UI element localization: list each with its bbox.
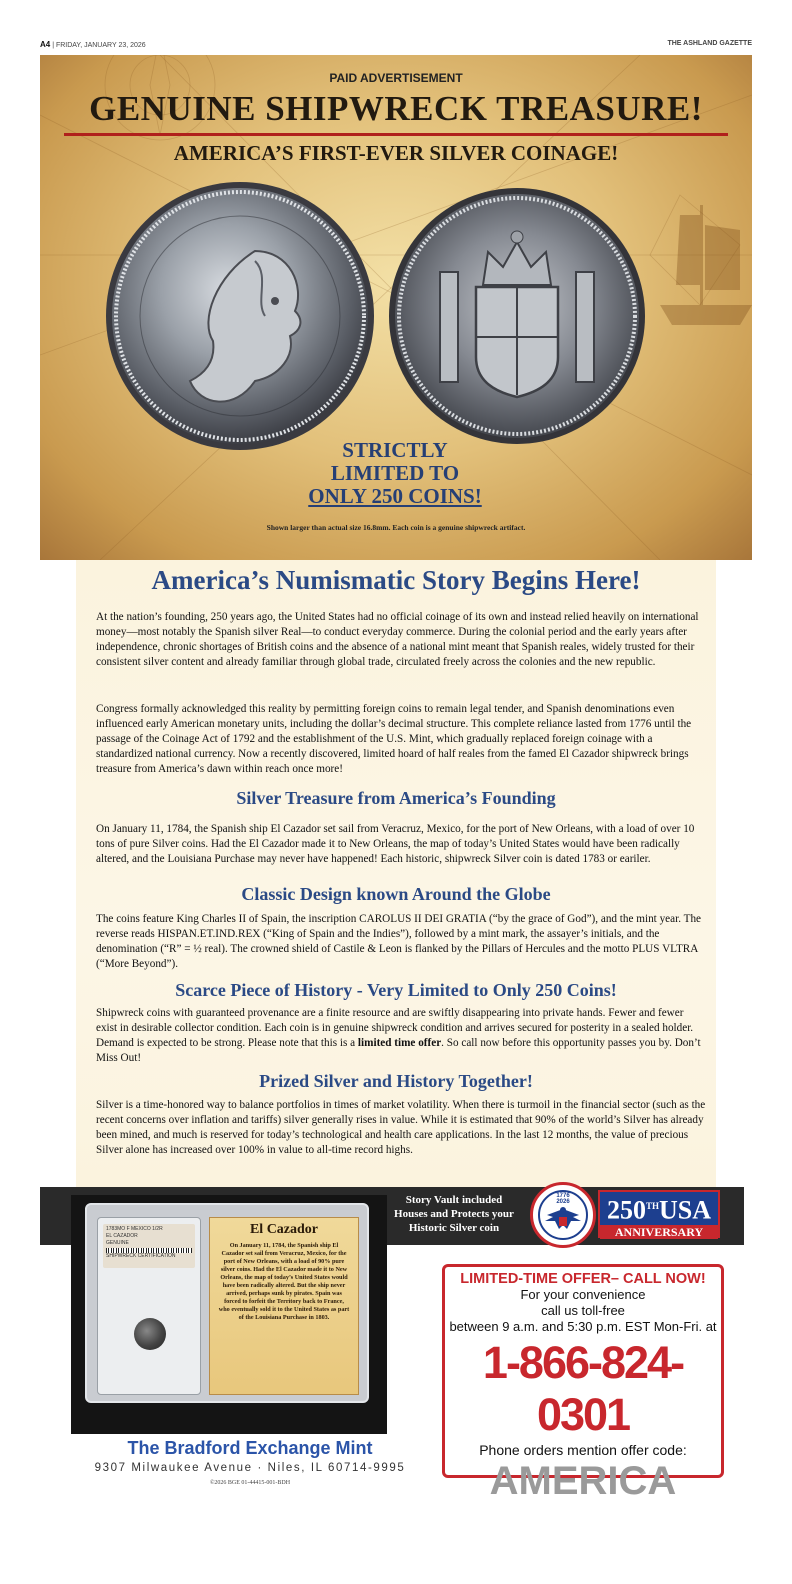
offer-code-instruction: Phone orders mention offer code: — [479, 1442, 687, 1458]
offer-headline: LIMITED-TIME OFFER– CALL NOW! — [460, 1271, 706, 1287]
section-heading-silver-treasure: Silver Treasure from America’s Founding — [236, 788, 556, 808]
mailing-address: 9307 Milwaukee Avenue · Niles, IL 60714-9995 — [94, 1462, 406, 1474]
hero-banner — [40, 55, 752, 560]
page-number: A4 — [40, 40, 51, 49]
seal-year-top: 1776 — [556, 1193, 570, 1199]
story-card-text: On January 11, 1784, the Spanish ship El Cazador set sail from Veracruz, Mexico, for the port of New Orleans, with a load of 90% pure silver coins. Had the El Cazador made it to New Orleans, the map of today’s United States would have been radically altered. But the ship never arrived, perhaps sunk by pirates. Spain was forced to forfeit the Territory back to France, who eventually sold it to the United States as part of the Louisiana Purchase in 1803. — [218, 1242, 350, 1321]
offer-hours: between 9 a.m. and 5:30 p.m. EST Mon-Fri. at — [449, 1319, 717, 1334]
limited-quantity-callout — [280, 439, 510, 508]
story-paragraph-3: On January 11, 1784, the Spanish ship El Cazador set sail from Veracruz, Mexico, for the port of New Orleans, with a load of over 10 tons of pure Silver coins. Had the El Cazador made it to New Orleans, the map of today’s United States would have been radically altered, and the Louisiana Purchase may never have happened! Each historic, shipwreck Silver coin is dated 1783 or eariler. — [96, 823, 695, 865]
coin-caption: Shown larger than actual size 16.8mm. Each coin is a genuine shipwreck artifact. — [266, 523, 526, 532]
page-folio — [40, 40, 752, 52]
anniversary-number: 250 — [606, 1195, 646, 1225]
story-vault-photo — [71, 1195, 387, 1434]
limited-line-3: ONLY 250 COINS! — [308, 484, 482, 508]
limited-line-1: STRICTLY — [342, 438, 448, 462]
offer-line-2: call us toll-free — [541, 1303, 625, 1318]
headline: GENUINE SHIPWRECK TREASURE! — [89, 89, 703, 128]
brand-name: The Bradford Exchange Mint — [127, 1438, 373, 1458]
phone-number[interactable]: 1-866-824-0301 — [482, 1337, 684, 1440]
eagle-icon — [533, 1185, 593, 1245]
headline-rule — [64, 133, 728, 136]
paid-advertisement-label: PAID ADVERTISEMENT — [329, 71, 463, 85]
story-paragraph-6: Silver is a time-honored way to balance portfolios in times of market volatility. When there is turmoil in the financial sector (such as the recent concerns over inflation and tariffs) silver generally rises in value. While it is estimated that 90% of the world’s Silver has already been mined, and much is reserved for today’s technological and health care applications. In the last 12 months, the value of precious Silver alone has increased over 100% in value to all-time record highs. — [96, 1099, 706, 1156]
coin-obverse-image — [105, 181, 375, 451]
story-card — [209, 1217, 359, 1395]
subheadline: AMERICA’S FIRST-EVER SILVER COINAGE! — [173, 141, 619, 165]
call-to-action-box — [442, 1264, 724, 1503]
offer-code: AMERICA — [489, 1459, 677, 1503]
story-vault-description: Story Vault included Houses and Protects your Historic Silver coin — [394, 1194, 514, 1234]
seal-year-bottom: 2026 — [556, 1199, 570, 1205]
story-card-title: El Cazador — [249, 1222, 319, 1237]
slab-label: 1783MO F MEXICO 1/2R EL CAZADOR GENUINE SHIPWRECK CERTIFICATION — [103, 1224, 195, 1268]
story-vault-case — [85, 1203, 369, 1403]
limited-time-offer-emphasis: limited time offer — [357, 1037, 442, 1049]
story-paragraph-1: At the nation’s founding, 250 years ago, the United States had no official coinage of its own and instead relied heavily on international money—most notably the Spanish silver Real—to conduct everyday commerce. During the colonial period and the early years after independence, chronic shortages of British coins and the absence of a national mint meant that Spanish reales, widely trusted for their consistent silver content and already familiar through global trade, circulated freely across the colonies and the new republic. — [96, 611, 699, 668]
coin-reverse-image — [388, 187, 646, 445]
story-section — [76, 560, 716, 1187]
story-title: America’s Numismatic Story Begins Here! — [151, 565, 641, 595]
story-paragraph-2: Congress formally acknowledged this reality by permitting foreign coins to remain legal tender, and Spanish denominations even influenced early American monetary units, including the dollar’s decimal structure. This complete reliance lasted from 1776 until the passage of the Coinage Act of 1792 and the establishment of the U.S. Mint, which gradually replaced foreign coinage with a standardized national currency. Now a recently discovered, limited hoard of half reales from the famed El Cazador shipwreck brings treasure from America’s dawn within reach once more! — [96, 703, 692, 775]
ad-code: ©2026 BGE 01-44415-001-BDH — [209, 1480, 291, 1486]
anniversary-label: ANNIVERSARY — [600, 1225, 718, 1239]
issue-date: | FRIDAY, JANUARY 23, 2026 — [52, 42, 146, 49]
section-heading-prized-silver: Prized Silver and History Together! — [259, 1071, 533, 1091]
section-heading-scarce-piece: Scarce Piece of History - Very Limited to Only 250 Coins! — [175, 980, 617, 1000]
story-paragraph-4: The coins feature King Charles II of Spain, the inscription CAROLUS II DEI GRATIA (“by the grace of God”), and the mint year. The reverse reads HISPAN.ET.IND.REX (“King of Spain and the Indies”), followed by a mint mark, the assayer’s initials, and the denomination (“R” = ½ real). The crowned shield of Castile & Leon is flanked by the Pillars of Hercules and the motto PLUS VLTRA (“More Beyond”). — [96, 913, 702, 970]
story-paragraph-5: Shipwreck coins with guaranteed provenance are a finite resource and are swiftly disappearing into private hands. Fewer and fewer exist in desirable collector condition. Each coin is in genuine shipwreck condition and arrives secured for posterity in a sealed holder. Demand is expected to be strong. Please note that this is a limited time offer. So call now before this opportunity passes you by. Don’t Miss Out! — [96, 1007, 701, 1064]
eagle-seal-icon — [530, 1182, 596, 1248]
limited-line-2: LIMITED TO — [330, 461, 460, 485]
ship-icon — [660, 205, 752, 325]
offer-line-1: For your convenience — [520, 1287, 646, 1302]
anniversary-usa: USA — [659, 1195, 712, 1225]
section-heading-classic-design: Classic Design known Around the Globe — [241, 884, 551, 904]
coin-holder-slab — [97, 1217, 201, 1395]
slabbed-coin-icon — [134, 1318, 166, 1350]
newspaper-name: THE ASHLAND GAZETTE — [667, 40, 752, 47]
anniversary-badge: 250THUSA ANNIVERSARY — [598, 1190, 720, 1238]
